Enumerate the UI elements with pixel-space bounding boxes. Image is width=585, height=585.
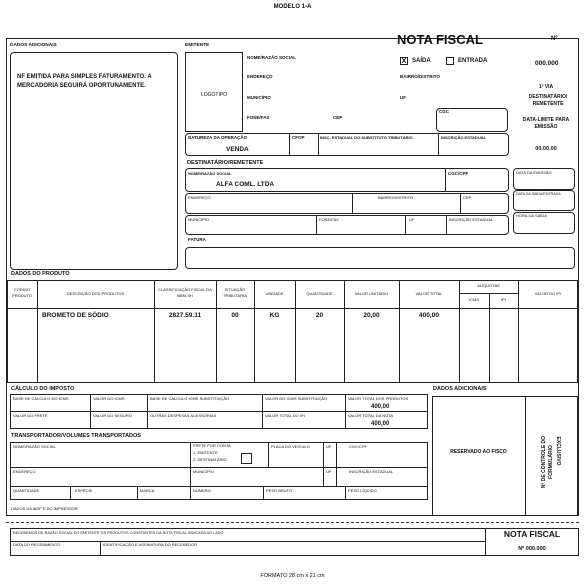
placa-label: PLACA DO VEÍCULO — [271, 444, 310, 449]
data-limite-value: 00.00.00 — [535, 146, 557, 152]
valor-subst-label: VALOR DO ICMS SUBSTITUIÇÃO — [265, 396, 328, 401]
transp-endereco-label: ENDEREÇO — [13, 469, 36, 474]
total-produtos-label: VALOR TOTAL DOS PRODUTOS — [348, 396, 409, 401]
dest-uf-label: UF — [409, 217, 415, 222]
entrada-checkbox[interactable] — [446, 57, 454, 65]
row-unidade: KG — [269, 312, 280, 319]
impressor-label: DADOS DA AIDF E DO IMPRESSOR — [11, 506, 78, 511]
row-valor-unitario: 20,00 — [363, 312, 380, 319]
numero-label: NÚMERO — [193, 488, 211, 493]
frete-conta-checkbox[interactable] — [241, 453, 252, 464]
model-label: MODELO 1-A — [273, 4, 312, 10]
emitente-cgc-label: CGC — [439, 109, 449, 114]
row-classificacao: 2827.59.11 — [168, 312, 202, 319]
saida-checkbox[interactable]: X — [401, 58, 407, 65]
nota-numero: 000.000 — [535, 60, 559, 67]
peso-bruto-label: PESO BRUTO — [266, 488, 293, 493]
dest-nome-value: ALFA COML. LTDA — [216, 181, 275, 188]
logotipo-label: LOGOTIPO — [200, 92, 228, 98]
base-icms-label: BASE DE CÁLCULO DO ICMS — [13, 396, 69, 401]
col-codigo: CÓDIGO PRODUTO — [12, 287, 32, 298]
emitente-fone-label: FONE/FAX — [247, 115, 270, 120]
dados-adicionais-2-title: DADOS ADICIONAIS — [433, 386, 487, 392]
insc-estadual-label: INSCRIÇÃO ESTADUAL — [441, 135, 487, 140]
canhoto-nota-fiscal: NOTA FISCAL — [503, 529, 561, 539]
seguro-label: VALOR DO SEGURO — [93, 413, 132, 418]
quantidade-label: QUANTIDADE — [13, 488, 40, 493]
saida-label: SAÍDA — [412, 58, 431, 64]
especie-label: ESPÉCIE — [75, 488, 93, 493]
via-label: 1ª VIA — [538, 84, 554, 90]
dest-nome-label: NOME/RAZÃO SOCIAL — [188, 171, 232, 176]
via-destinatario-label: DESTINATÁRIO/ REMETENTE — [528, 94, 568, 107]
transp-insc-label: INSCRIÇÃO ESTADUAL — [349, 469, 394, 474]
marca-label: MARCA — [140, 488, 155, 493]
emitente-municipio-label: MUNICÍPIO — [247, 95, 271, 100]
col-ipi: IPI — [501, 297, 506, 302]
col-descricao: DESCRIÇÃO DOS PRODUTOS — [66, 291, 125, 296]
controle-formulario-label: Nº DE CONTROLE DO FORMULÁRIO — [541, 435, 554, 489]
dest-insc-label: INSCRIÇÃO ESTADUAL — [449, 217, 494, 222]
transp-uf2-label: UF — [326, 469, 332, 474]
dados-adicionais-text: NF EMITIDA PARA SIMPLES FATURAMENTO. A MERCADORIA SEGUIRÁ OPORTUNAMENTE. — [17, 74, 152, 89]
canhoto-numero: Nº 000.000 — [518, 546, 546, 552]
emitente-bairro-label: BAIRRO/DISTRITO — [400, 74, 440, 79]
valor-icms-label: VALOR DO ICMS — [93, 396, 125, 401]
col-valor-ipi: VALOR DO IPI — [534, 291, 562, 296]
col-situacao: SITUAÇÃO TRIBUTÁRIA — [223, 287, 247, 298]
total-ipi-label: VALOR TOTAL DO IPI — [265, 413, 305, 418]
imposto-title: CÁLCULO DO IMPOSTO — [11, 386, 75, 392]
entrada-label: ENTRADA — [458, 58, 488, 64]
reservado-fisco-label: RESERVADO AO FISCO — [450, 449, 507, 455]
destinatario-title: DESTINATÁRIO/REMETENTE — [187, 160, 264, 166]
row-valor-total: 400,00 — [419, 312, 439, 319]
nota-numero-label: Nº — [551, 36, 558, 42]
total-nota-value: 400,00 — [371, 421, 390, 427]
outras-despesas-label: OUTRAS DESPESAS ACESSÓRIAS — [150, 413, 217, 418]
data-recebimento-label: DATA DO RECEBIMENTO — [13, 542, 61, 547]
insc-substituto-label: INSC. ESTADUAL DO SUBSTITUTO TRIBUTÁRIO — [320, 135, 413, 140]
emitente-nome-label: NOME/RAZÃO SOCIAL — [247, 55, 296, 60]
dest-cgc-label: CGC/CPF — [448, 171, 469, 176]
cfop-label: CFOP — [292, 135, 305, 140]
dest-fone-label: FONE/FAX — [319, 217, 339, 222]
fatura-label: FATURA — [188, 237, 206, 242]
hora-saida-label: HORA DA SAÍDA — [516, 213, 547, 218]
frete-emitente-label: 1. EMITENTE — [193, 450, 218, 455]
frete-label: VALOR DO FRETE — [13, 413, 48, 418]
transp-uf-label: UF — [326, 444, 332, 449]
total-produtos-value: 400,00 — [371, 404, 390, 410]
total-nota-label: VALOR TOTAL DA NOTA — [348, 413, 394, 418]
natureza-label: NATUREZA DA OPERAÇÃO — [188, 135, 248, 140]
transp-cgc-label: CGC/CPF — [349, 444, 367, 449]
col-classificacao: CLASSIFICAÇÃO FISCAL DA NBM-SH — [158, 287, 212, 298]
col-valor-total: VALOR TOTAL — [415, 291, 443, 296]
emitente-endereco-label: ENDEREÇO — [247, 74, 273, 79]
peso-liquido-label: PESO LÍQUIDO — [348, 488, 377, 493]
col-quantidade: QUANTIDADE — [306, 291, 333, 296]
col-valor-unitario: VALOR UNITÁRIO — [354, 291, 389, 296]
frete-conta-label: FRETE POR CONTA — [193, 443, 231, 448]
transp-municipio-label: MUNICÍPIO — [193, 469, 215, 474]
row-quantidade: 20 — [315, 312, 324, 319]
dados-adicionais-title: DADOS ADICIONAIS — [10, 43, 57, 48]
dest-bairro-label: BAIRRO/DISTRITO — [378, 195, 414, 200]
nota-fiscal-title: NOTA FISCAL — [397, 32, 483, 47]
dest-cep-label: CEP — [463, 195, 472, 200]
natureza-value: VENDA — [226, 146, 249, 153]
dest-municipio-label: MUNICÍPIO — [188, 217, 210, 222]
frete-destinatario-label: 2. DESTINATÁRIO — [193, 457, 227, 462]
col-aliquotas: ALÍQUOTAS — [477, 283, 500, 288]
exclusivo-label: EXCLUSIVO — [555, 436, 561, 466]
emitente-uf-label: UF — [400, 95, 406, 100]
base-subst-label: BASE DE CÁLCULO ICMS SUBSTITUIÇÃO — [150, 396, 230, 401]
recebemos-label: RECEBEMOS DE RAZÃO SOCIAL DO EMITENTE OS PRODUTOS CONSTANTES DA NOTA FISCAL INDICADA AO LADO — [13, 531, 224, 535]
col-icms: ICMS — [469, 297, 479, 302]
dest-endereco-label: ENDEREÇO — [188, 195, 211, 200]
identificacao-label: IDENTIFICAÇÃO E ASSINATURA DO RECEBEDOR — [103, 542, 198, 547]
transporte-title: TRANSPORTADOR/VOLUMES TRANSPORTADOS — [11, 433, 141, 439]
data-limite-label: DATA-LIMITE PARA EMISSÃO — [522, 117, 570, 130]
col-unidade: UNIDADE — [265, 291, 284, 296]
produto-title: DADOS DO PRODUTO — [11, 271, 70, 277]
data-emissao-label: DATA DA EMISSÃO — [516, 170, 552, 175]
format-label: FORMATO 28 cm x 21 cm — [260, 573, 325, 579]
row-situacao: 00 — [231, 312, 239, 319]
fatura-box — [185, 247, 575, 269]
emitente-title: EMITENTE — [185, 43, 210, 48]
cut-line — [6, 522, 579, 523]
row-descricao: BROMETO DE SÓDIO — [42, 312, 109, 319]
data-saida-label: DATA DA SAÍDA/ENTRADA — [516, 192, 561, 196]
emitente-cep-label: CEP — [333, 115, 343, 120]
transp-nome-label: NOME/RAZÃO SOCIAL — [13, 444, 56, 449]
